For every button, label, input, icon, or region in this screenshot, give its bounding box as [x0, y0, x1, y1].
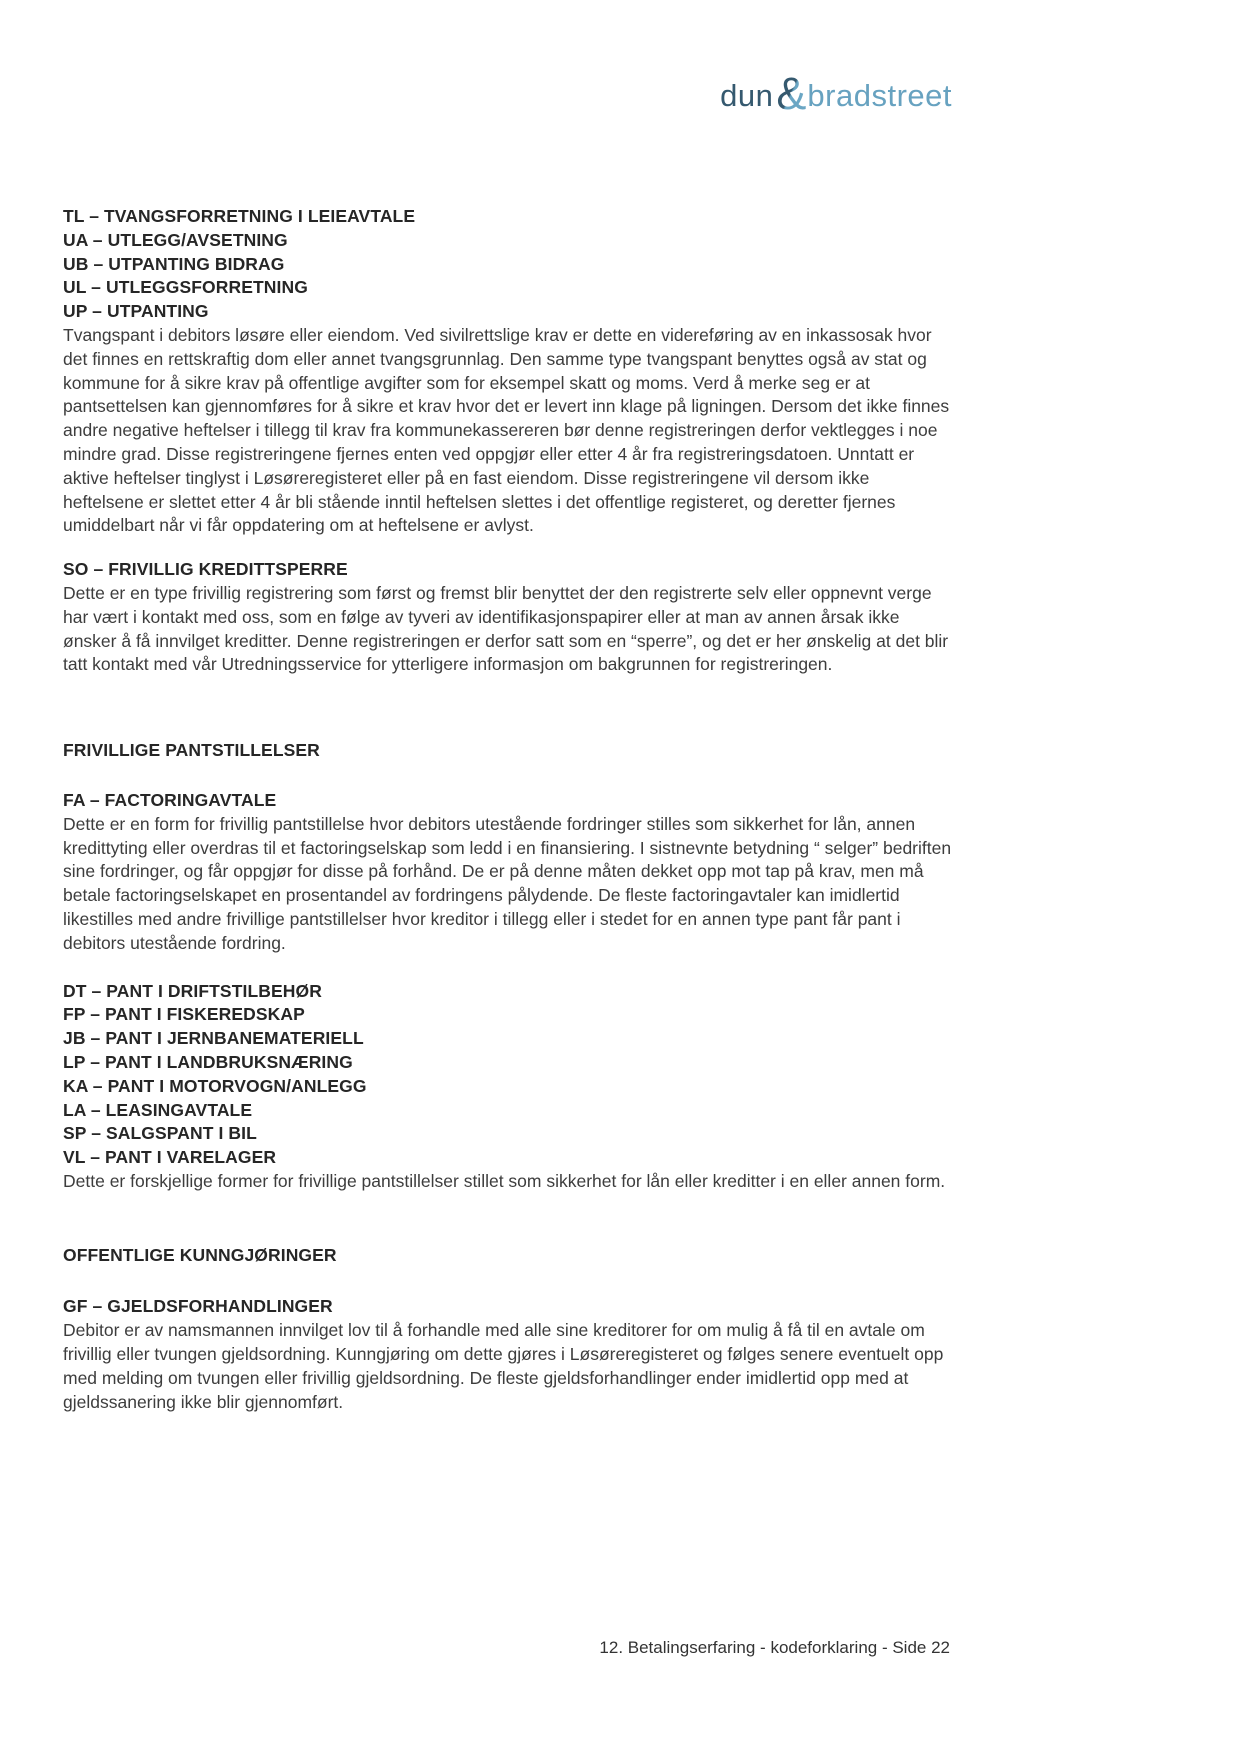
paragraph-gjeldsforhandlinger: Debitor er av namsmannen innvilget lov til å forhandle med alle sine kreditorer for om mulig å få til en avtale om frivillig eller tvungen gjeldsordning. Kunngjøring om dette gjøres i Løsøreregisteret og følges senere eventuelt opp med melding om tvungen eller frivillig gjeldsordning. De fleste gjeldsforhandlinger ender imidlertid opp med at gjeldssanering ikke blir gjennomført. — [63, 1320, 944, 1412]
code-heading-jb: JB – PANT I JERNBANEMATERIELL — [63, 1028, 364, 1049]
code-heading-so: SO – FRIVILLIG KREDITTSPERRE — [63, 559, 348, 580]
section-kredittsperre — [63, 558, 952, 677]
code-heading-lp: LP – PANT I LANDBRUKSNÆRING — [63, 1051, 353, 1072]
section-title-offentlige-kunngjoringer: OFFENTLIGE KUNNGJØRINGER — [63, 1244, 337, 1265]
logo-text-bradstreet: bradstreet — [807, 78, 952, 113]
code-heading-fa: FA – FACTORINGAVTALE — [63, 789, 277, 810]
section-title-frivillige-pantstillelser: FRIVILLIGE PANTSTILLELSER — [63, 740, 320, 761]
code-heading-ka: KA – PANT I MOTORVOGN/ANLEGG — [63, 1075, 367, 1096]
code-heading-gf: GF – GJELDSFORHANDLINGER — [63, 1296, 333, 1317]
code-heading-tl: TL – TVANGSFORRETNING I LEIEAVTALE — [63, 206, 416, 226]
code-heading-sp: SP – SALGSPANT I BIL — [63, 1123, 257, 1144]
section-tvangspant — [63, 205, 952, 538]
code-heading-fp: FP – PANT I FISKEREDSKAP — [63, 1004, 305, 1025]
code-heading-dt: DT – PANT I DRIFTSTILBEHØR — [63, 980, 322, 1001]
page-footer: 12. Betalingserfaring - kodeforklaring - Side 22 — [599, 1638, 950, 1657]
content-column — [63, 0, 952, 1414]
ampersand-icon: & — [776, 68, 807, 119]
logo-text-dun: dun — [720, 78, 774, 113]
paragraph-tvangspant: Tvangspant i debitors løsøre eller eiendom. Ved sivilrettslige krav er dette en videreføring av en inkassosak hvor det finnes en rettskraftig dom eller annet tvangsgrunnlag. Den samme type tvangspant benyttes også av stat og kommune for å sikre krav på offentlige avgifter som for eksempel skatt og moms. Verd å merke seg er at pantsettelsen kan gjennomføres for å sikre et krav hvor det er levert inn klage på ligningen. Dersom det ikke finnes andre negative heftelser i tillegg til krav fra kommunekassereren bør denne registreringen derfor vektlegges i noe mindre grad. Disse registreringene fjernes enten ved oppgjør eller etter 4 år fra registreringsdatoen. Unntatt er aktive heftelser tinglyst i Løsøreregisteret eller på en fast eiendom. Disse registreringene vil dersom ikke heftelsene er slettet etter 4 år bli stående inntil heftelsen slettes i det offentlige registeret, og deretter fjernes umiddelbart når vi får oppdatering om at heftelsene er avlyst. — [63, 324, 950, 536]
code-heading-vl: VL – PANT I VARELAGER — [63, 1147, 277, 1168]
paragraph-pant-list: Dette er forskjellige former for frivillige pantstillelser stillet som sikkerhet for lån eller kreditter i en eller annen form. — [63, 1170, 946, 1191]
section-pant-list — [63, 980, 952, 1194]
code-heading-ua: UA – UTLEGG/AVSETNING — [63, 229, 288, 250]
code-heading-ul: UL – UTLEGGSFORRETNING — [63, 277, 308, 298]
code-heading-la: LA – LEASINGAVTALE — [63, 1099, 253, 1120]
paragraph-factoring: Dette er en form for frivillig pantstillelse hvor debitors utestående fordringer stilles som sikkerhet for lån, annen kredittyting eller overdras til et factoringselskap som ledd i en finansiering. I sistnevnte betydning “ selger” bedriften sine fordringer, og får oppgjør for disse på forhånd. De er på denne måten dekket opp mot tap på krav, men må betale factoringselskapet en prosentandel av fordringens pålydende. De fleste factoringavtaler kan imidlertid likestilles med andre frivillige pantstillelser hvor kreditor i tillegg eller i stedet for en annen type pant får pant i debitors utestående fordring. — [63, 813, 952, 953]
dun-bradstreet-logo — [720, 68, 952, 119]
logo-row — [63, 0, 952, 119]
code-heading-ub: UB – UTPANTING BIDRAG — [63, 253, 285, 274]
code-heading-up: UP – UTPANTING — [63, 301, 209, 322]
paragraph-kredittsperre: Dette er en type frivillig registrering som først og fremst blir benyttet der den registrerte selv eller oppnevnt verge har vært i kontakt med oss, som en følge av tyveri av identifikasjonspapirer eller at man av annen årsak ikke ønsker å få innvilget kreditter. Denne registreringen er derfor satt som en “sperre”, og det er her ønskelig at det blir tatt kontakt med vår Utredningsservice for ytterligere informasjon om bakgrunnen for registreringen. — [63, 582, 949, 675]
section-factoring — [63, 789, 952, 956]
section-gjeldsforhandlinger — [63, 1295, 952, 1414]
